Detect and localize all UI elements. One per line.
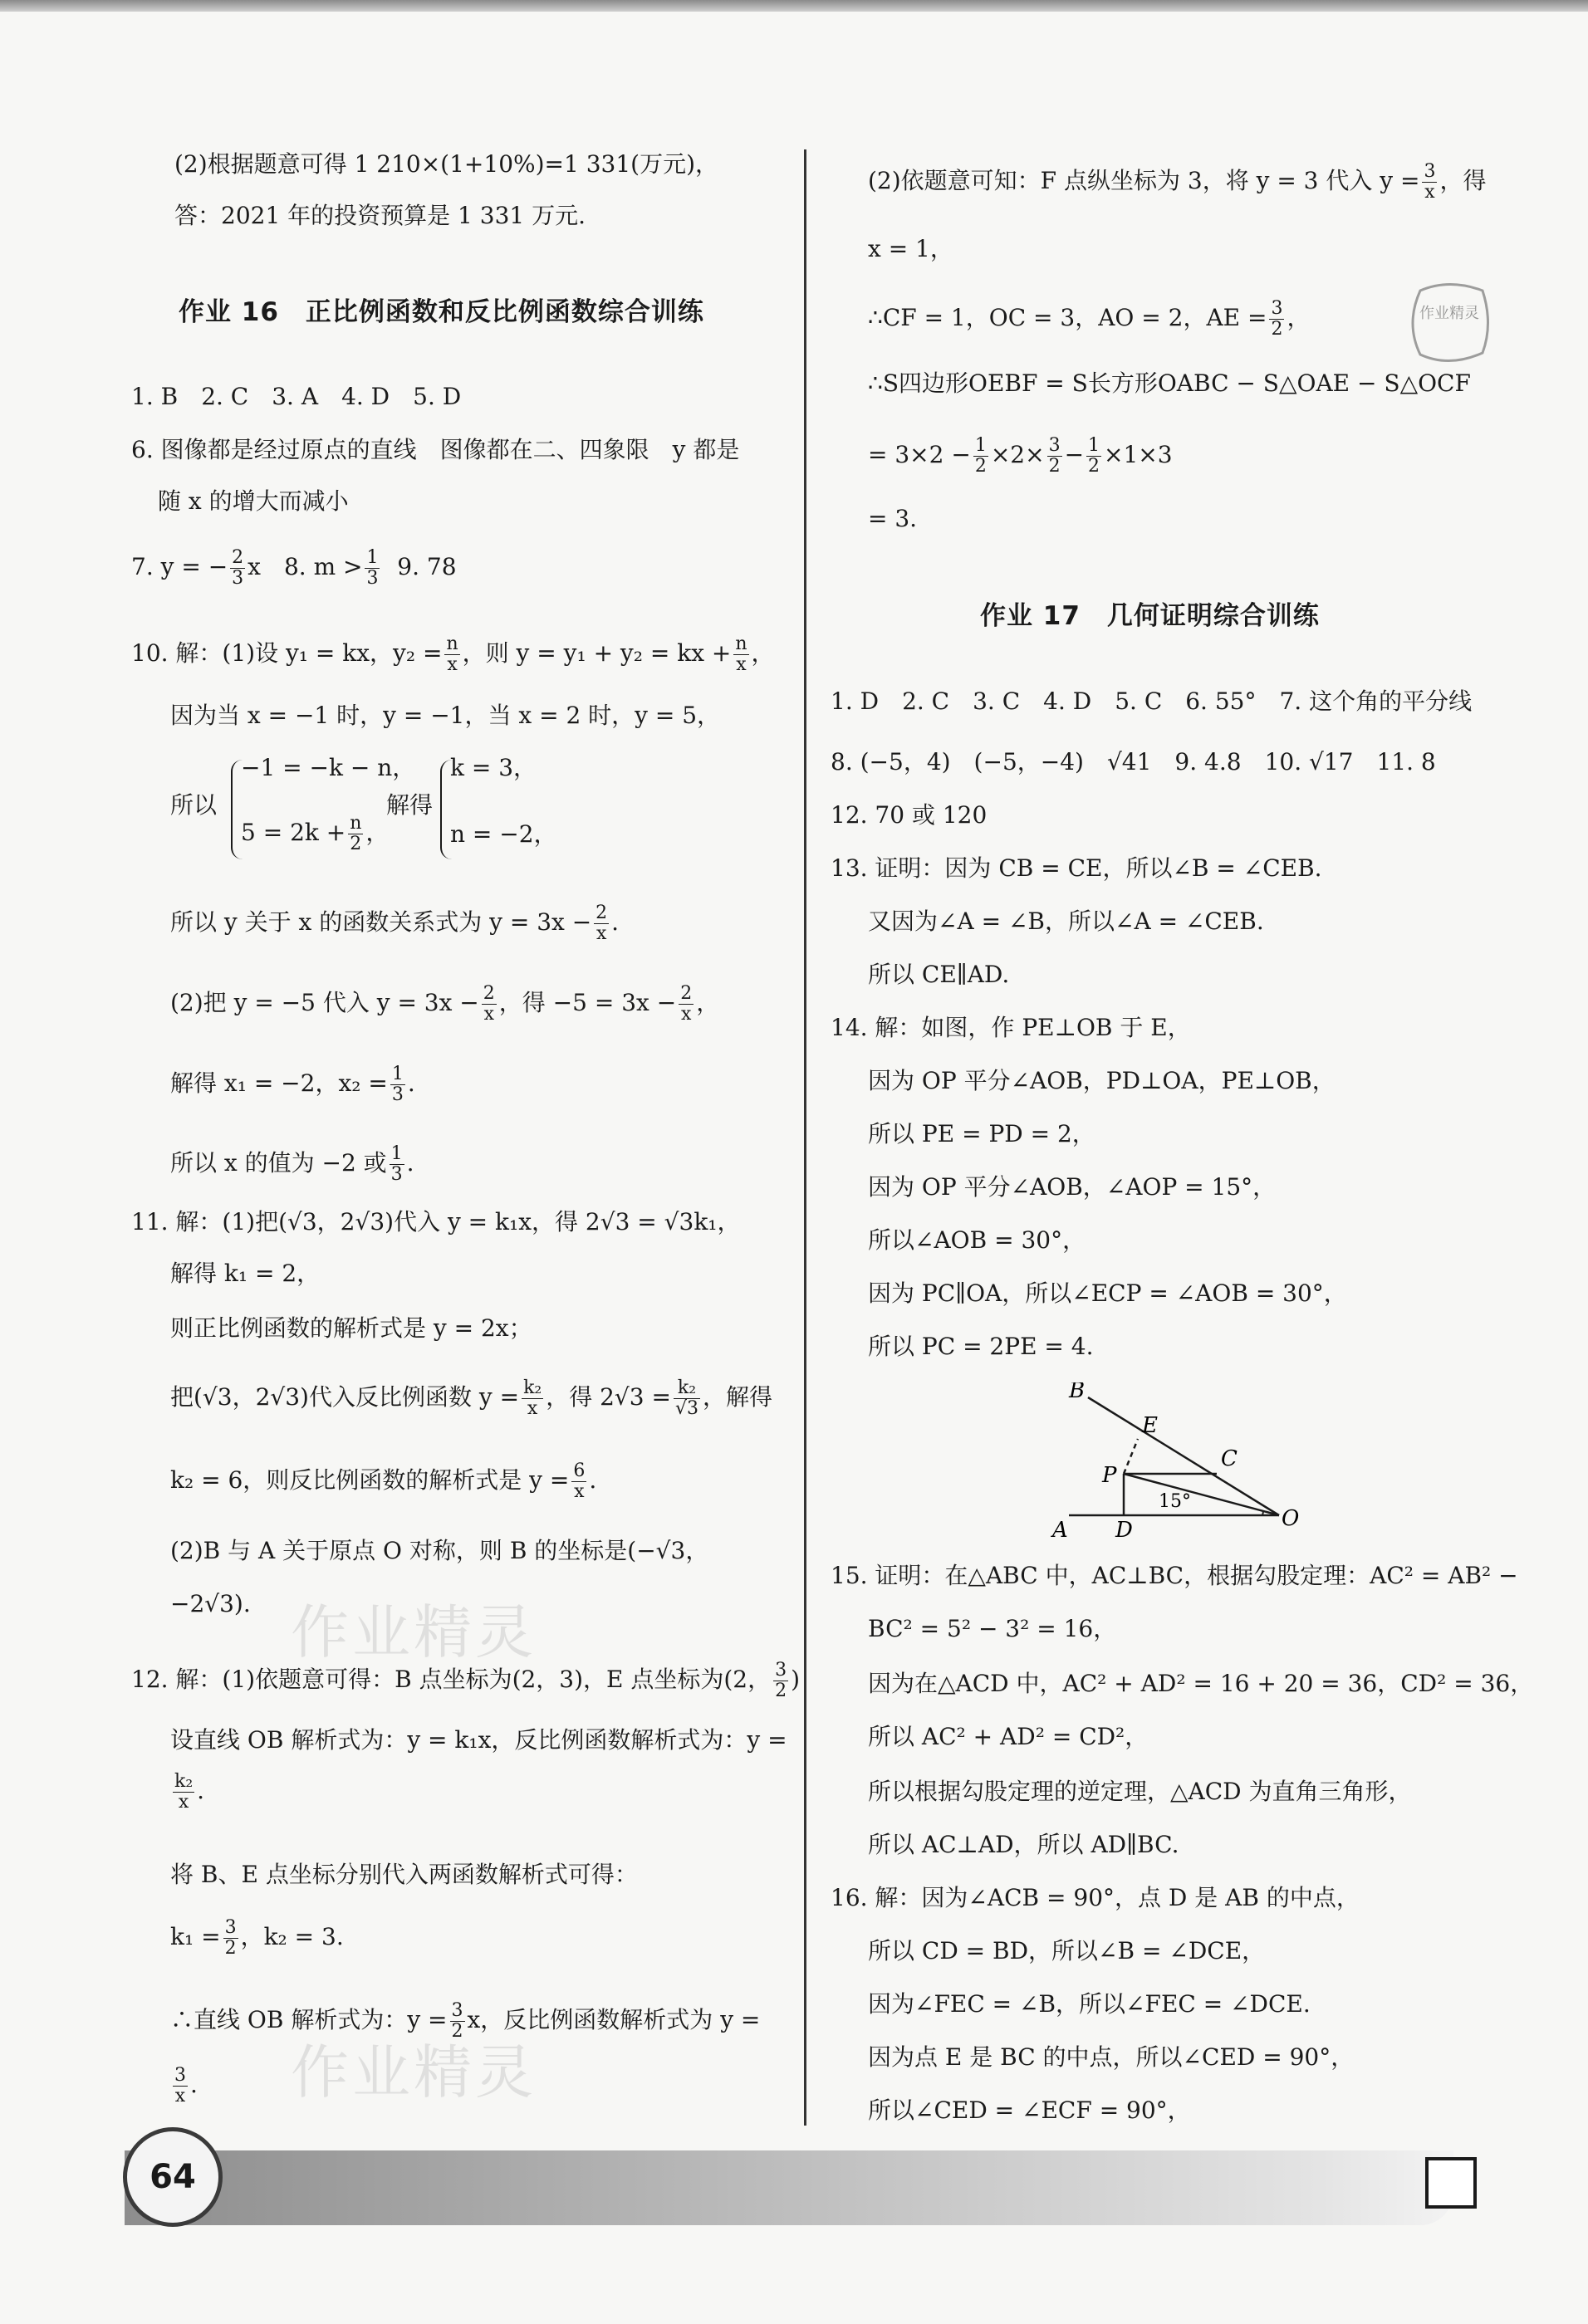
q14-line7: 所以 PC = 2PE = 4. xyxy=(868,1333,1094,1360)
q14-line3: 所以 PE = PD = 2， xyxy=(868,1120,1095,1147)
q10-line2: 因为当 x = −1 时，y = −1，当 x = 2 时，y = 5， xyxy=(170,702,721,729)
q13-line3: 所以 CE∥AD. xyxy=(868,961,1010,988)
r-line1: (2)依题意可知：F 点纵坐标为 3，将 y = 3 代入 y = $\frac{3}{x}$ ，得 xyxy=(868,161,1487,203)
line-OP xyxy=(1124,1474,1279,1515)
seal-stamp xyxy=(1404,278,1495,369)
label-B: B xyxy=(1069,1382,1086,1403)
q10-line5: (2)把 y = −5 代入 y = 3x − $\frac{2}{x}$ ，得 −5 = 3x − $\frac{2}{x}$ ， xyxy=(170,983,720,1025)
answer-6-line2: 随 x 的增大而减小 xyxy=(158,487,349,515)
page-top-edge xyxy=(0,0,1588,12)
page-footer-band xyxy=(125,2150,1453,2225)
r-line4: ∴S四边形OEBF = S长方形OABC − S△OAE − S△OCF xyxy=(868,369,1471,397)
q16-line1: 16. 解：因为∠ACB = 90°，点 D 是 AB 的中点， xyxy=(831,1884,1360,1911)
section-title-17: 作业 17 几何证明综合训练 xyxy=(980,601,1320,631)
label-angle: 15° xyxy=(1159,1491,1191,1512)
q16-line2: 所以 CD = BD，所以∠B = ∠DCE， xyxy=(868,1937,1266,1964)
q12-line5: ∴直线 OB 解析式为：y = $\frac{3}{2}$ x，反比例函数解析式为 y = xyxy=(170,2000,761,2042)
q10-line6: 解得 x₁ = −2，x₂ = $\frac{1}{3}$ . xyxy=(170,1064,415,1105)
answers-7-9 xyxy=(131,548,457,589)
answers-1-5: 1. B 2. C 3. A 4. D 5. D xyxy=(131,383,462,410)
label-C: C xyxy=(1221,1446,1238,1471)
label-O: O xyxy=(1282,1506,1300,1531)
label-E: E xyxy=(1142,1413,1158,1438)
q15-line1: 15. 证明：在△ABC 中，AC⊥BC，根据勾股定理：AC² = AB² − xyxy=(831,1562,1518,1589)
q13-line1: 13. 证明：因为 CB = CE，所以∠B = ∠CEB. xyxy=(831,854,1322,882)
equation: k = 3， xyxy=(450,754,537,781)
q14-line5: 所以∠AOB = 30°， xyxy=(868,1226,1086,1254)
q15-line5: 所以根据勾股定理的逆定理，△ACD 为直角三角形， xyxy=(868,1778,1412,1805)
r-line6: = 3. xyxy=(868,505,918,532)
q10-line7: 所以 x 的值为 −2 或 $\frac{1}{3}$ . xyxy=(170,1143,414,1185)
watermark: 作业精灵 xyxy=(291,1598,537,1666)
q14-line6: 因为 PC∥OA，所以∠ECP = ∠AOB = 30°， xyxy=(868,1279,1347,1307)
q12-line2b: $\frac{\text{k₂}}{x}$ . xyxy=(174,1771,205,1813)
q14-line1: 14. 解：如图，作 PE⊥OB 于 E， xyxy=(831,1014,1191,1041)
equation: n = −2， xyxy=(450,820,557,848)
q11-line5: k₂ = 6，则反比例函数的解析式是 y = $\frac{6}{x}$ . xyxy=(170,1460,597,1502)
q14-line2: 因为 OP 平分∠AOB，PD⊥OA，PE⊥OB， xyxy=(868,1067,1336,1094)
label-D: D xyxy=(1115,1518,1133,1540)
section-title-16: 作业 16 正比例函数和反比例函数综合训练 xyxy=(179,297,704,327)
seal-text: 作业精灵 xyxy=(1419,305,1479,322)
q10-line4: 所以 y 关于 x 的函数关系式为 y = 3x − $\frac{2}{x}$ . xyxy=(170,903,620,944)
q12-line6: $\frac{3}{x}$ . xyxy=(174,2065,198,2106)
line-PE xyxy=(1124,1439,1138,1474)
angle-mark xyxy=(1262,1510,1263,1515)
text-line: (2)根据题意可得 1 210×(1+10%)=1 331(万元)， xyxy=(174,150,719,178)
q12-line4: k₁ = $\frac{3}{2}$ ，k₂ = 3. xyxy=(170,1917,344,1959)
q15-line6: 所以 AC⊥AD，所以 AD∥BC. xyxy=(868,1831,1179,1858)
page-number: 64 xyxy=(123,2127,223,2227)
q15-line4: 所以 AC² + AD² = CD²， xyxy=(868,1723,1149,1750)
a9-text: 9. 78 xyxy=(397,553,457,580)
q11-line3: 则正比例函数的解析式是 y = 2x； xyxy=(170,1314,532,1342)
q11-line4: 把(√3，2√3)代入反比例函数 y = $\frac{\text{k₂}}{x}$ ，得 2√3 = $\frac{\text{k₂}}{√3}$ ，解得 xyxy=(170,1377,772,1419)
q10-system-label: 所以 xyxy=(170,791,218,819)
answer-6-line1: 6. 图像都是经过原点的直线 图像都在二、四象限 y 都是 xyxy=(131,436,740,463)
q10-line1: 10. 解：(1)设 y₁ = kx，y₂ = $\frac{n}{x}$ ，则 y = y₁ + y₂ = kx + $\frac{n}{x}$ ， xyxy=(131,634,775,675)
q15-line2: BC² = 5² − 3² = 16， xyxy=(868,1615,1117,1642)
q16-line3: 因为∠FEC = ∠B，所以∠FEC = ∠DCE. xyxy=(868,1990,1311,2018)
q14-line4: 因为 OP 平分∠AOB，∠AOP = 15°， xyxy=(868,1173,1277,1201)
r-line5: = 3×2 − $\frac{1}{2}$ ×2× $\frac{3}{2}$ − $\frac{1}{2}$ ×1×3 xyxy=(868,435,1173,477)
q12-line1: 12. 解：(1)依题意可得：B 点坐标为(2，3)，E 点坐标为(2， $\frac{3}{2}$ ) xyxy=(131,1660,801,1701)
q11-line6: (2)B 与 A 关于原点 O 对称，则 B 的坐标是(−√3， xyxy=(170,1537,709,1564)
checkbox-square xyxy=(1425,2157,1477,2209)
q13-line2: 又因为∠A = ∠B，所以∠A = ∠CEB. xyxy=(868,908,1264,935)
q16-line4: 因为点 E 是 BC 的中点，所以∠CED = 90°， xyxy=(868,2043,1355,2071)
q12-line3: 将 B、E 点坐标分别代入两函数解析式可得： xyxy=(170,1861,638,1888)
q15-line3: 因为在△ACD 中，AC² + AD² = 16 + 20 = 36，CD² = 36， xyxy=(868,1670,1534,1697)
fraction: $\frac{1}{3}$ xyxy=(366,547,379,589)
q11-line7: −2√3). xyxy=(170,1590,251,1617)
text-line: 答：2021 年的投资预算是 1 331 万元. xyxy=(174,202,586,229)
answers-1-7: 1. D 2. C 3. C 4. D 5. C 6. 55° 7. 这个角的平分线 xyxy=(831,687,1473,715)
a8-text: x 8. m > xyxy=(248,553,363,580)
q12-line2: 设直线 OB 解析式为：y = k₁x，反比例函数解析式为：y = xyxy=(170,1726,787,1754)
q16-line5: 所以∠CED = ∠ECF = 90°， xyxy=(868,2096,1191,2124)
geometry-figure xyxy=(1051,1382,1300,1540)
r-line2: x = 1， xyxy=(868,235,953,262)
label-P: P xyxy=(1102,1463,1117,1488)
equation: −1 = −k − n， xyxy=(241,754,416,781)
answer-12: 12. 70 或 120 xyxy=(831,801,988,829)
label-A: A xyxy=(1052,1518,1068,1540)
q11-line2: 解得 k₁ = 2， xyxy=(170,1260,321,1287)
column-divider xyxy=(804,149,806,2126)
answers-8-11: 8. (−5，4) (−5，−4) √41 9. 4.8 10. √17 11. 8 xyxy=(831,748,1436,775)
fraction: $\frac{2}{3}$ xyxy=(232,547,244,589)
q11-line1: 11. 解：(1)把(√3，2√3)代入 y = k₁x，得 2√3 = √3k₁， xyxy=(131,1208,741,1235)
r-line3: ∴CF = 1，OC = 3，AO = 2，AE = $\frac{3}{2}$ ， xyxy=(868,298,1311,340)
equation: 5 = 2k + $\frac{n}{2}$ ， xyxy=(241,813,390,854)
a7-text: 7. y = − xyxy=(131,553,228,580)
watermark: 作业精灵 xyxy=(291,2038,537,2106)
solve-label: 解得 xyxy=(386,791,434,819)
